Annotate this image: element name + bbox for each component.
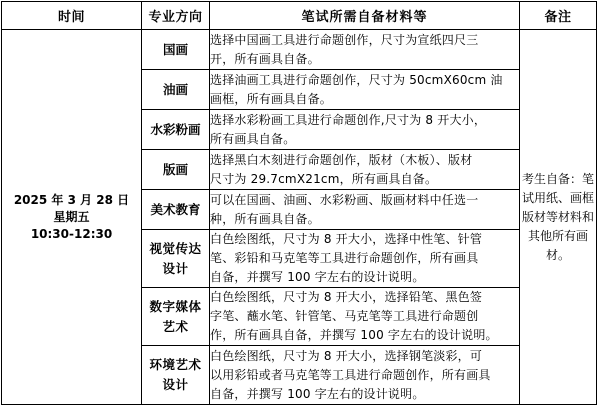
materials-line: 以用彩铅或者马克笔等工具进行命题创作，所有画具 (210, 367, 491, 382)
major-name (142, 288, 210, 346)
header-materials: 笔试所需自备材料等 (210, 2, 520, 30)
materials-line: 自备，并撰写 100 字左右的设计说明。 (210, 386, 425, 401)
major-name-line: 视觉传达 (149, 240, 202, 256)
major-name-line: 数字媒体 (149, 298, 202, 314)
materials-line: 选择油画工具进行命题创作，尺寸为 50cmX60cm 油 (210, 72, 503, 87)
materials-line: 画框，所有画具自备。 (210, 91, 333, 106)
materials-line: 尺寸为 29.7cmX21cm，所有画具自备。 (210, 171, 438, 186)
major-name: 版画 (142, 150, 210, 190)
materials-description (210, 288, 520, 346)
materials-description (210, 190, 520, 230)
materials-description (210, 110, 520, 150)
major-name: 美术教育 (142, 190, 210, 230)
materials-line: 可以在国画、油画、水彩粉画、版画材料中任选一 (210, 192, 479, 207)
materials-line: 种，所有画具自备。 (210, 211, 320, 226)
header-notes: 备注 (520, 2, 597, 30)
major-name (142, 230, 210, 288)
major-name-line: 设计 (162, 377, 189, 392)
materials-line: 所有画具自备。 (210, 131, 296, 146)
exam-weekday: 星期五 (53, 209, 90, 224)
materials-line: 开，所有画具自备。 (210, 51, 320, 66)
major-name: 水彩粉画 (142, 110, 210, 150)
materials-description (210, 30, 520, 70)
materials-line: 自备，并撰写 100 字左右的设计说明。 (210, 270, 425, 284)
exam-hours: 10:30-12:30 (30, 226, 113, 241)
materials-description (210, 346, 520, 405)
materials-line: 白色绘图纸，尺寸为 8 开大小，选择钢笔淡彩，可 (210, 348, 483, 363)
materials-line: 作，所有画具自备，并撰写 100 字左右的设计说明。 (210, 328, 498, 342)
materials-line: 笔、彩铅和马克笔等工具进行命题创作，所有画具 (210, 251, 479, 265)
major-name: 油画 (142, 70, 210, 110)
exam-materials-table (1, 1, 597, 405)
materials-line: 白色绘图纸，尺寸为 8 开大小，选择铅笔、黑色签 (210, 290, 483, 304)
major-name-line: 环境艺术 (149, 357, 202, 372)
notes-cell: 考生自备：笔试用纸、画框版材等材料和其他所有画材。 (520, 30, 597, 405)
exam-date: 2025 年 3 月 28 日 (13, 192, 130, 207)
materials-description (210, 70, 520, 110)
materials-line: 白色绘图纸，尺寸为 8 开大小，选择中性笔、针管 (210, 232, 483, 246)
materials-line: 选择黑白木刻进行命题创作，版材（木板）、版材 (210, 152, 473, 167)
materials-line: 选择水彩粉画工具进行命题创作,尺寸为 8 开大小， (210, 112, 487, 127)
materials-description (210, 150, 520, 190)
major-name-line: 艺术 (162, 318, 189, 334)
major-name-line: 设计 (162, 260, 189, 276)
table-row (2, 30, 597, 70)
table-header-row (2, 2, 597, 30)
materials-line: 选择中国画工具进行命题创作，尺寸为宣纸四尺三 (210, 32, 479, 47)
header-time: 时间 (2, 2, 142, 30)
materials-line: 字笔、蘸水笔、针管笔、马克笔等工具进行命题创 (210, 309, 479, 323)
header-major: 专业方向 (142, 2, 210, 30)
major-name: 国画 (142, 30, 210, 70)
major-name (142, 346, 210, 405)
exam-time-cell (2, 30, 142, 405)
materials-description (210, 230, 520, 288)
